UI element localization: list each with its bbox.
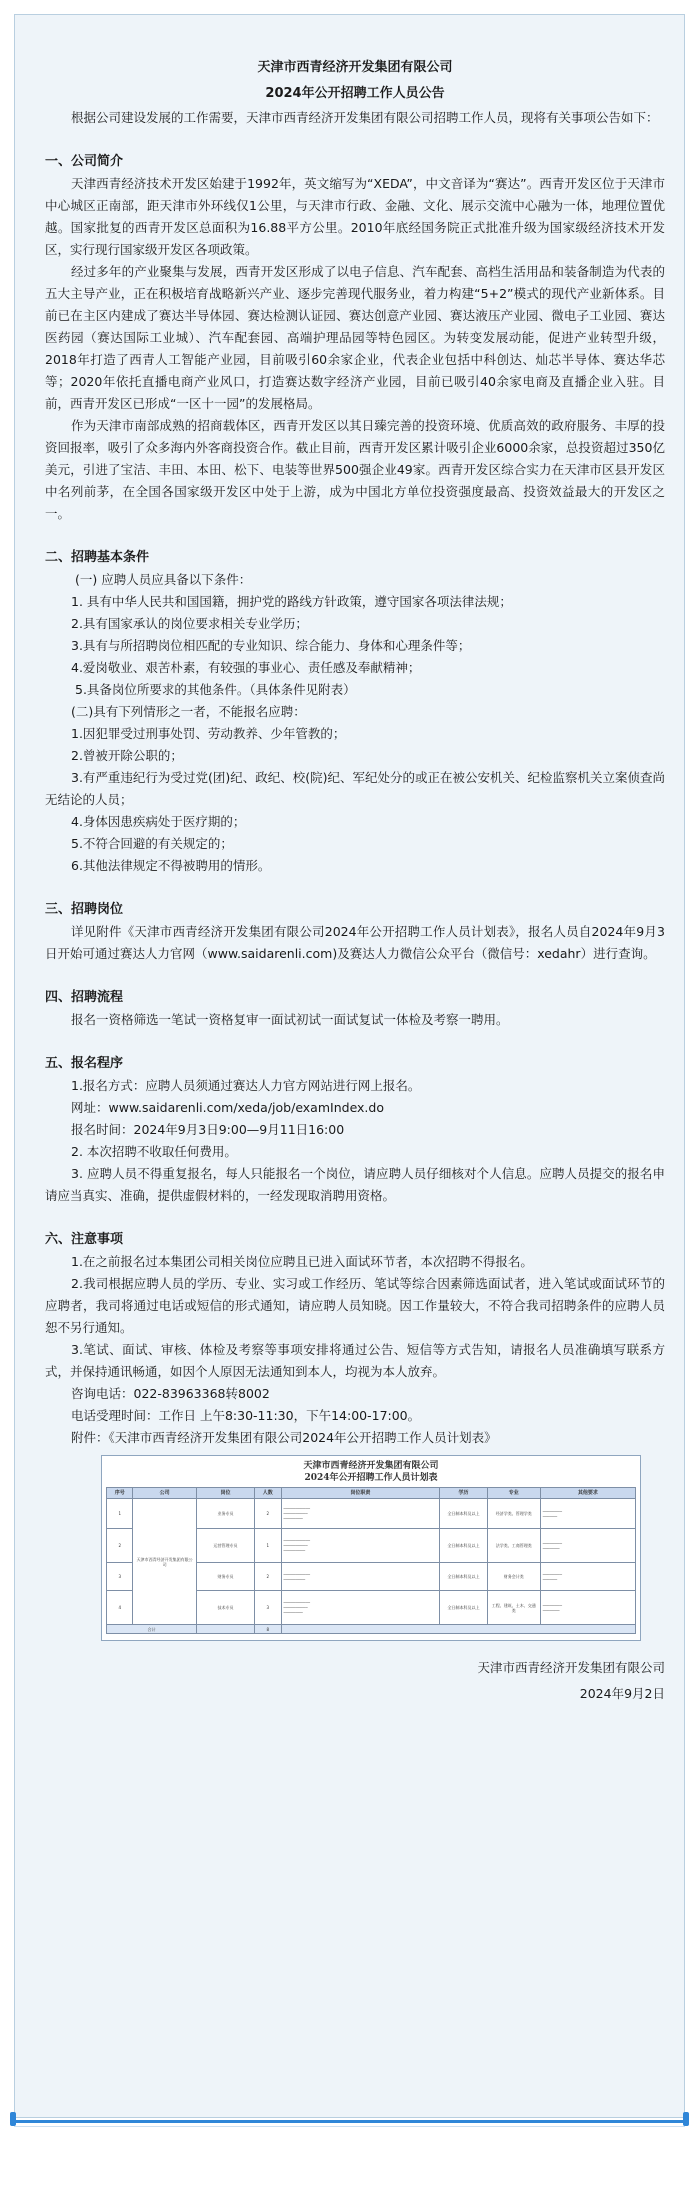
signature-org: 天津市西青经济开发集团有限公司 (477, 1660, 665, 1675)
document-frame (14, 14, 685, 2118)
row-requirements: ──────── ─────── (540, 1529, 635, 1563)
section-heading-company: 一、公司简介 (45, 154, 124, 169)
section-heading-registration: 五、报名程序 (45, 1056, 124, 1071)
plan-table (106, 1487, 636, 1634)
row-edu: 全日制本科及以上 (440, 1591, 488, 1625)
row-count: 2 (255, 1499, 281, 1529)
title-company: 天津市西青经济开发集团有限公司 (257, 60, 453, 75)
row-no: 2 (107, 1529, 133, 1563)
row-major: 财务会计类 (487, 1563, 540, 1591)
row-count: 2 (255, 1563, 281, 1591)
plan-table-header: 学历 (440, 1488, 488, 1499)
document-body (45, 55, 665, 1707)
section-heading-process: 四、招聘流程 (45, 990, 124, 1005)
condition-item: 3.具有与所招聘岗位相匹配的专业知识、综合能力、身体和心理条件等； (71, 638, 471, 653)
exclusion-item: 3.有严重违纪行为受过党(团)纪、政纪、校(院)纪、军纪处分的或正在被公安机关、纪检监察机关立案侦查尚无结论的人员； (45, 770, 665, 807)
exclusion-item: 2.曾被开除公职的； (71, 748, 183, 763)
row-edu: 全日制本科及以上 (440, 1499, 488, 1529)
row-count: 1 (255, 1529, 281, 1563)
row-major: 法学类、工商管理类 (487, 1529, 540, 1563)
row-requirements: ──────── ─────── (540, 1591, 635, 1625)
conditions-sub-heading-2: (二)具有下列情形之一者，不能报名应聘： (71, 704, 306, 719)
condition-item: 2.具有国家承认的岗位要求相关专业学历； (71, 616, 308, 631)
plan-table-title-2: 2024年公开招聘工作人员计划表 (304, 1473, 438, 1483)
notes-p1: 1.在之前报名过本集团公司相关岗位应聘且已进入面试环节者，本次招聘不得报名。 (71, 1254, 533, 1269)
plan-table-header: 专业 (487, 1488, 540, 1499)
plan-table-title-1: 天津市西青经济开发集团有限公司 (303, 1461, 439, 1471)
row-duties: ─────────── ────────── ───────── (281, 1529, 440, 1563)
section-heading-notes: 六、注意事项 (45, 1232, 124, 1247)
process-paragraph: 报名一资格筛选一笔试一资格复审一面试初试一面试复试一体检及考察一聘用。 (71, 1012, 509, 1027)
row-edu: 全日制本科及以上 (440, 1563, 488, 1591)
attachment-label: 附件：《天津市西青经济开发集团有限公司2024年公开招聘工作人员计划表》 (71, 1430, 497, 1445)
company-intro-p2: 经过多年的产业聚集与发展，西青开发区形成了以电子信息、汽车配套、高档生活用品和装备制造为代表的五大主导产业，正在积极培育战略新兴产业、逐步完善现代服务业，着力构建“5+2”模式的现代产业新体系。目前已在主区内建成了赛达半导体园、赛达检测认证园、赛达创意产业园、赛达液压产业园、微电子工业园、赛达医药园（赛达国际工业城）、汽车配套园、高端护理品园等特色园区。为转变发展动能，促进产业转型升级，2018年打造了西青人工智能产业园，目前吸引60余家企业，代表企业包括中科创达、灿芯半导体、赛达华芯等；2020年依托直播电商产业风口，打造赛达数字经济产业园，目前已吸引40余家电商及直播企业入驻。目前，西青开发区已形成“一区十一园”的发展格局。 (45, 264, 665, 411)
row-post: 技术专员 (196, 1591, 254, 1625)
section-heading-positions: 三、招聘岗位 (45, 902, 124, 917)
row-duties: ─────────── ────────── ──────── (281, 1591, 440, 1625)
row-post: 财务专员 (196, 1563, 254, 1591)
plan-table-header: 公司 (133, 1488, 196, 1499)
total-spacer (196, 1625, 254, 1634)
total-label: 合计 (107, 1625, 197, 1634)
decor-bar-left (10, 2112, 16, 2126)
exclusion-item: 1.因犯罪受过刑事处罚、劳动教养、少年管教的； (71, 726, 346, 741)
row-post: 业务专员 (196, 1499, 254, 1529)
row-duties: ─────────── ────────── ──────── (281, 1499, 440, 1529)
row-duties: ─────────── ───────── (281, 1563, 440, 1591)
notes-p2: 2.我司根据应聘人员的学历、专业、实习或工作经历、笔试等综合因素筛选面试者，进入笔试或面试环节的应聘者，我司将通过电话或短信的形式通知，请应聘人员知晓。因工作量较大，不符合我司招聘条件的应聘人员恕不另行通知。 (45, 1276, 665, 1335)
row-major: 经济学类、管理学类 (487, 1499, 540, 1529)
condition-item: 5.具备岗位所要求的其他条件。（具体条件见附表） (75, 682, 356, 697)
plan-table-header: 岗位 (196, 1488, 254, 1499)
total-spacer (281, 1625, 635, 1634)
notes-p3: 3.笔试、面试、审核、体检及考察等事项安排将通过公告、短信等方式告知，请报名人员准确填写联系方式，并保持通讯畅通，如因个人原因无法通知到本人，均视为本人放弃。 (45, 1342, 665, 1379)
plan-table-header-row (107, 1488, 636, 1499)
registration-fee-note: 2. 本次招聘不收取任何费用。 (71, 1144, 237, 1159)
row-requirements: ──────── ────── (540, 1499, 635, 1529)
contact-hours: 电话受理时间：工作日 上午8:30-11:30，下午14:00-17:00。 (71, 1408, 421, 1423)
bottom-divider (14, 2126, 685, 2127)
row-post: 运营管理专员 (196, 1529, 254, 1563)
row-no: 3 (107, 1563, 133, 1591)
row-count: 3 (255, 1591, 281, 1625)
contact-phone: 咨询电话：022-83963368转8002 (71, 1386, 270, 1401)
bottom-accent-bar (14, 2120, 685, 2123)
row-no: 1 (107, 1499, 133, 1529)
conditions-sub-heading-1: (一) 应聘人员应具备以下条件： (75, 572, 252, 587)
exclusion-item: 4.身体因患疾病处于医疗期的； (71, 814, 246, 829)
registration-url[interactable]: 网址：www.saidarenli.com/xeda/job/examIndex.do (71, 1100, 384, 1115)
exclusion-item: 5.不符合回避的有关规定的； (71, 836, 233, 851)
row-company: 天津市西青经济开发集团有限公司 (133, 1499, 196, 1625)
row-major: 工程、建筑、土木、交通类 (487, 1591, 540, 1625)
row-requirements: ──────── ────── (540, 1563, 635, 1591)
plan-table-header: 序号 (107, 1488, 133, 1499)
plan-table-image (101, 1455, 641, 1641)
total-count: 8 (255, 1625, 281, 1634)
positions-paragraph: 详见附件《天津市西青经济开发集团有限公司2024年公开招聘工作人员计划表》，报名人员自2024年9月3日开始可通过赛达人力官网（www.saidarenli.com)及赛达人力微信公众平台（微信号：xedahr）进行查询。 (45, 924, 665, 961)
exclusion-item: 6.其他法律规定不得被聘用的情形。 (71, 858, 271, 873)
company-intro-p3: 作为天津市南部成熟的招商载体区，西青开发区以其日臻完善的投资环境、优质高效的政府服务、丰厚的投资回报率，吸引了众多海内外客商投资合作。截止目前，西青开发区累计吸引企业6000余家，总投资超过350亿美元，引进了宝洁、丰田、本田、松下、电装等世界500强企业49家。西青开发区综合实力在天津市区县开发区中名列前茅，在全国各国家级开发区中处于上游，成为中国北方单位投资强度最高、投资效益最大的开发区之一。 (45, 418, 665, 521)
plan-table-header: 岗位职责 (281, 1488, 440, 1499)
condition-item: 4.爱岗敬业、艰苦朴素，有较强的事业心、责任感及奉献精神； (71, 660, 421, 675)
plan-table-header: 其他要求 (540, 1488, 635, 1499)
table-total-row (107, 1625, 636, 1634)
table-row (107, 1499, 636, 1529)
intro-paragraph: 根据公司建设发展的工作需要，天津市西青经济开发集团有限公司招聘工作人员，现将有关事项公告如下： (71, 110, 659, 125)
section-heading-conditions: 二、招聘基本条件 (45, 550, 150, 565)
row-no: 4 (107, 1591, 133, 1625)
decor-bar-right (683, 2112, 689, 2126)
registration-time: 报名时间：2024年9月3日9:00—9月11日16:00 (71, 1122, 345, 1137)
condition-item: 1. 具有中华人民共和国国籍，拥护党的路线方针政策，遵守国家各项法律法规； (71, 594, 512, 609)
signature-date: 2024年9月2日 (579, 1686, 665, 1701)
registration-duplicate-note: 3. 应聘人员不得重复报名，每人只能报名一个岗位，请应聘人员仔细核对个人信息。应聘人员提交的报名申请应当真实、准确，提供虚假材料的，一经发现取消聘用资格。 (45, 1166, 665, 1203)
registration-method: 1.报名方式：应聘人员须通过赛达人力官方网站进行网上报名。 (71, 1078, 421, 1093)
row-edu: 全日制本科及以上 (440, 1529, 488, 1563)
company-intro-p1: 天津西青经济技术开发区始建于1992年，英文缩写为“XEDA”，中文音译为“赛达”。西青开发区位于天津市中心城区正南部，距天津市外环线仅1公里，与天津市行政、金融、文化、展示交流中心融为一体，地理位置优越。国家批复的西青开发区总面积为16.88平方公里。2010年底经国务院正式批准升级为国家级经济技术开发区，实行现行国家级开发区各项政策。 (45, 176, 665, 257)
plan-table-header: 人数 (255, 1488, 281, 1499)
title-notice: 2024年公开招聘工作人员公告 (265, 86, 445, 101)
